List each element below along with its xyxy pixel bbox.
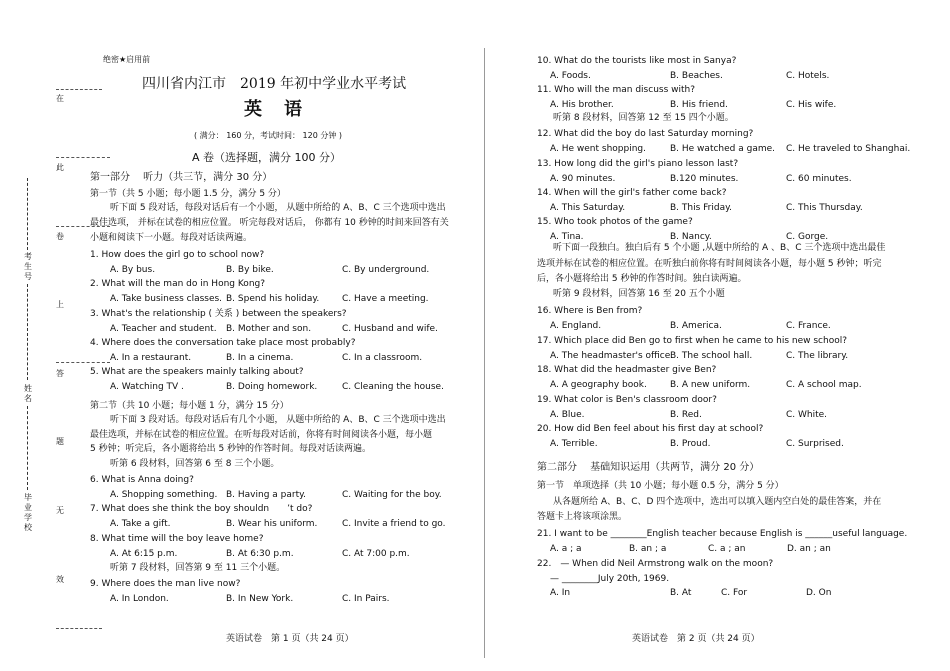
- question-text: 1. How does the girl go to school now?: [90, 250, 265, 260]
- option-a: A. England.: [550, 321, 602, 331]
- material-note: 听第 9 段材料，回答第 16 至 20 五个小题: [553, 289, 725, 299]
- question-text: 6. What is Anna doing?: [90, 475, 194, 485]
- option-b: B. At: [670, 588, 692, 598]
- option-d: D. an ; an: [787, 544, 831, 554]
- option-b: B. Proud.: [670, 439, 711, 449]
- option-b: B. Wear his uniform.: [226, 519, 318, 529]
- option-c: C. Gorge.: [786, 232, 829, 242]
- option-c: C. Cleaning the house.: [342, 382, 444, 392]
- seal-line-segment: [56, 362, 110, 363]
- question-text: 5. What are the speakers mainly talking about?: [90, 367, 304, 377]
- seal-char: 此: [56, 163, 64, 172]
- question-text: 15. Who took photos of the game?: [537, 217, 693, 227]
- option-b: B. In a cinema.: [226, 353, 294, 363]
- question-text: 2. What will the man do in Hong Kong?: [90, 279, 266, 289]
- option-a: A. The headmaster's office.: [550, 351, 674, 361]
- field-char: 名: [24, 394, 32, 403]
- option-a: A. In: [550, 588, 571, 598]
- option-a: A. Tina.: [550, 232, 584, 242]
- seal-char: 无: [56, 506, 64, 515]
- field-char: 生: [24, 262, 32, 271]
- instruction-line: 5 秒钟；听完后，各小题将给出 5 秒钟的作答时间。每段对话读两遍。: [90, 444, 372, 454]
- instruction-line: 听下面一段独白。独白后有 5 个小题 ,从题中所给的 A 、B、C 三个选项中选出最佳: [553, 243, 886, 253]
- section-a-heading: A 卷（选择题，满分 100 分）: [192, 151, 342, 164]
- part2-heading: 第二部分 基础知识运用（共两节，满分 20 分）: [537, 462, 760, 473]
- question-text: 4. Where does the conversation take place most probably?: [90, 338, 356, 348]
- instruction-line: 听下面 3 段对话。每段对话后有几个小题， 从题中所给的 A、B、C 三个选项中选出: [110, 415, 446, 425]
- page-footer: 英语试卷 第 2 页（共 24 页）: [632, 634, 760, 644]
- option-c: C. 60 minutes.: [786, 174, 852, 184]
- option-b: B. This Friday.: [670, 203, 733, 213]
- option-c: C. Waiting for the boy.: [342, 490, 442, 500]
- option-c: C. At 7:00 p.m.: [342, 549, 410, 559]
- material-note: 听第 8 段材料，回答第 12 至 15 四个小题。: [553, 113, 734, 123]
- field-char: 号: [24, 272, 32, 281]
- option-b: B. By bike.: [226, 265, 274, 275]
- instruction-line: 答题卡上将该项涂黑。: [537, 512, 628, 522]
- option-d: D. On: [806, 588, 832, 598]
- question-text: 11. Who will the man discuss with?: [537, 85, 696, 95]
- field-char: 考: [24, 252, 32, 261]
- option-a: A. A geography book.: [550, 380, 647, 390]
- option-a: A. a ; a: [550, 544, 582, 554]
- option-b: B. Spend his holiday.: [226, 294, 320, 304]
- seal-line-segment: [56, 628, 102, 629]
- material-note: 听第 7 段材料，回答第 9 至 11 三个小题。: [110, 563, 286, 573]
- exam-info: ( 满分： 160 分，考试时间： 120 分钟 ): [194, 131, 343, 140]
- option-a: A. In a restaurant.: [110, 353, 192, 363]
- option-c: C. In Pairs.: [342, 594, 390, 604]
- option-c: C. a ; an: [708, 544, 746, 554]
- exam-title: 四川省内江市 2019 年初中学业水平考试: [142, 76, 407, 92]
- question-text: 16. Where is Ben from?: [537, 306, 643, 316]
- question-text: 20. How did Ben feel about his first day at school?: [537, 424, 764, 434]
- option-a: A. Blue.: [550, 410, 585, 420]
- option-a: A. This Saturday.: [550, 203, 626, 213]
- question-text: 14. When will the girl's father come back?: [537, 188, 727, 198]
- option-a: A. 90 minutes.: [550, 174, 616, 184]
- question-text: 12. What did the boy do last Saturday morning?: [537, 129, 754, 139]
- question-answer-line: — ________July 20th, 1969.: [550, 574, 670, 584]
- instruction-line: 最佳选项，并标在试卷的相应位置。在听每段对话前，你将有时间阅读各小题，每小题: [90, 430, 433, 440]
- instruction-line: 选项并标在试卷的相应位置。在听独白前你将有时间阅读各小题，每小题 5 秒钟；听完: [537, 259, 882, 269]
- subject-title: 英 语: [244, 99, 304, 120]
- option-a: A. Watching TV .: [110, 382, 184, 392]
- option-c: C. This Thursday.: [786, 203, 863, 213]
- option-c: C. The library.: [786, 351, 849, 361]
- instruction-line: 小题和阅读下一小题。每段对话读两遍。: [90, 233, 253, 243]
- option-b: B. In New York.: [226, 594, 294, 604]
- option-a: A. His brother.: [550, 100, 614, 110]
- instruction-line: 从各题所给 A、B、C、D 四个选项中，选出可以填入题内空白处的最佳答案，并在: [553, 497, 882, 507]
- field-char: 毕: [24, 493, 32, 502]
- option-c: C. By underground.: [342, 265, 430, 275]
- option-b: B. Having a party.: [226, 490, 307, 500]
- option-b: B. At 6:30 p.m.: [226, 549, 294, 559]
- option-b: B. Red.: [670, 410, 702, 420]
- confidential-mark: 绝密★启用前: [103, 55, 151, 64]
- question-text: 7. What does she think the boy shouldn ’t do?: [90, 504, 313, 514]
- question-text: 8. What time will the boy leave home?: [90, 534, 264, 544]
- option-a: A. Teacher and student.: [110, 324, 217, 334]
- option-b: B. A new uniform.: [670, 380, 751, 390]
- option-a: A. He went shopping.: [550, 144, 646, 154]
- option-a: A. Take a gift.: [110, 519, 171, 529]
- part1-heading: 第一部分 听力（共三节，满分 30 分）: [90, 172, 273, 183]
- instruction-line: 听下面 5 段对话，每段对话后有一个小题， 从题中所给的 A、B、C 三个选项中选出: [110, 203, 446, 213]
- option-b: B. He watched a game.: [670, 144, 775, 154]
- option-b: B. Doing homework.: [226, 382, 318, 392]
- question-text: 17. Which place did Ben go to first when he came to his new school?: [537, 336, 847, 346]
- option-c: C. Hotels.: [786, 71, 830, 81]
- question-text: 10. What do the tourists like most in Sanya?: [537, 56, 737, 66]
- seal-char: 卷: [56, 232, 64, 241]
- field-char: 校: [24, 523, 32, 532]
- option-c: C. Have a meeting.: [342, 294, 429, 304]
- instruction-line: 最佳选项， 并标在试卷的相应位置。 听完每段对话后， 你都有 10 秒钟的时间来回答有关: [90, 218, 449, 228]
- seal-char: 题: [56, 437, 64, 446]
- field-char: 姓: [24, 384, 32, 393]
- option-a: A. Shopping something.: [110, 490, 218, 500]
- question-text: 19. What color is Ben's classroom door?: [537, 395, 717, 405]
- option-c: C. France.: [786, 321, 831, 331]
- question-text: 9. Where does the man live now?: [90, 579, 241, 589]
- page-footer: 英语试卷 第 1 页（共 24 页）: [226, 634, 354, 644]
- option-c: C. In a classroom.: [342, 353, 423, 363]
- seal-char: 效: [56, 575, 64, 584]
- field-line: [27, 178, 28, 250]
- sec1-heading: 第一节（共 5 小题；每小题 1.5 分，满分 5 分）: [90, 189, 286, 199]
- option-c: C. For: [721, 588, 748, 598]
- option-b: B. The school hall.: [670, 351, 753, 361]
- option-a: A. Foods.: [550, 71, 591, 81]
- instruction-line: 后，各小题将给出 5 秒钟的作答时间。独白读两遍。: [537, 274, 747, 284]
- field-line: [27, 406, 28, 490]
- seal-line-segment: [56, 157, 110, 158]
- option-b: B. Beaches.: [670, 71, 723, 81]
- field-line: [27, 284, 28, 380]
- option-a: A. By bus.: [110, 265, 156, 275]
- page-divider: [484, 48, 485, 658]
- field-char: 业: [24, 503, 32, 512]
- seal-char: 上: [56, 300, 64, 309]
- seal-line-segment: [56, 89, 102, 90]
- sec2-heading: 第二节（共 10 小题；每小题 1 分，满分 15 分）: [90, 401, 289, 411]
- question-text: 13. How long did the girl's piano lesson last?: [537, 159, 739, 169]
- question-text: 3. What's the relationship ( 关系 ) between the speakers?: [90, 309, 347, 319]
- material-note: 听第 6 段材料，回答第 6 至 8 三个小题。: [110, 459, 280, 469]
- option-b: B. Mother and son.: [226, 324, 312, 334]
- option-c: C. His wife.: [786, 100, 837, 110]
- option-a: A. Take business classes.: [110, 294, 223, 304]
- option-a: A. In London.: [110, 594, 169, 604]
- seal-char: 答: [56, 369, 64, 378]
- option-b: B. America.: [670, 321, 722, 331]
- option-c: C. A school map.: [786, 380, 862, 390]
- option-b: B. Nancy.: [670, 232, 712, 242]
- option-b: B.120 minutes.: [670, 174, 739, 184]
- seal-char: 在: [56, 94, 64, 103]
- option-a: A. Terrible.: [550, 439, 598, 449]
- option-c: C. He traveled to Shanghai.: [786, 144, 911, 154]
- option-b: B. an ; a: [629, 544, 667, 554]
- question-text: 18. What did the headmaster give Ben?: [537, 365, 717, 375]
- option-c: C. White.: [786, 410, 828, 420]
- field-char: 学: [24, 513, 32, 522]
- part2-sec1-heading: 第一节 单项选择（共 10 小题；每小题 0.5 分，满分 5 分）: [537, 481, 784, 491]
- option-c: C. Invite a friend to go.: [342, 519, 446, 529]
- option-c: C. Surprised.: [786, 439, 844, 449]
- option-a: A. At 6:15 p.m.: [110, 549, 178, 559]
- question-text: 22. — When did Neil Armstrong walk on the moon?: [537, 559, 774, 569]
- option-b: B. His friend.: [670, 100, 728, 110]
- option-c: C. Husband and wife.: [342, 324, 438, 334]
- question-text: 21. I want to be ________English teacher because English is ______useful language.: [537, 529, 908, 539]
